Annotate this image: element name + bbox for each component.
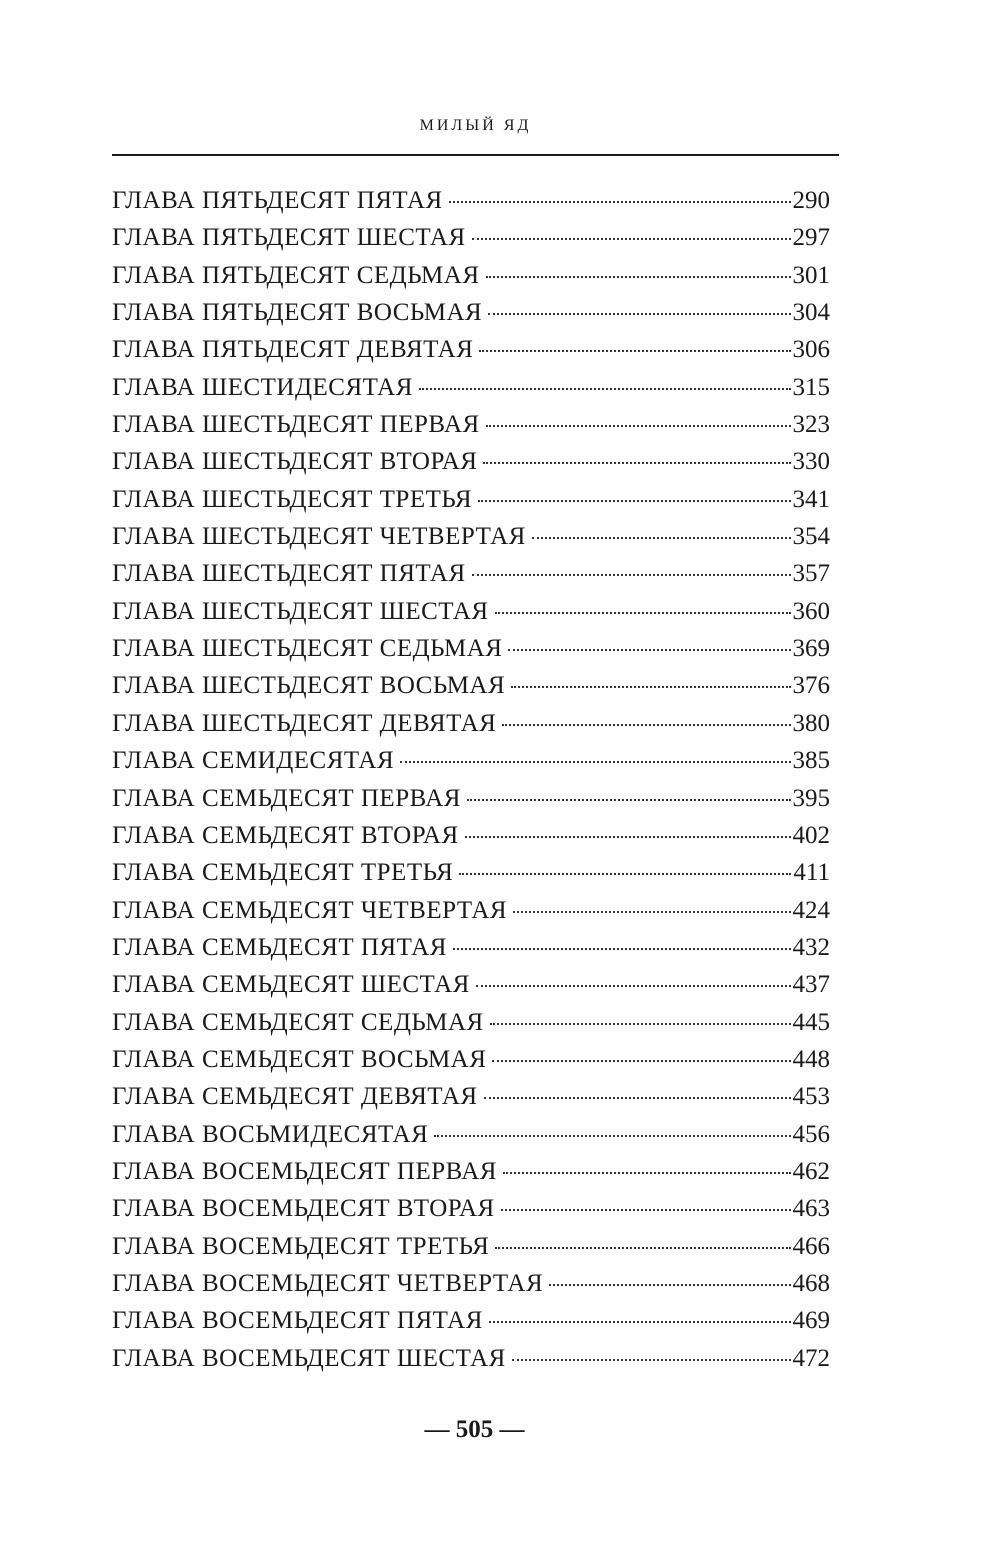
toc-entry-title: ГЛАВА ВОСЬМИДЕСЯТАЯ [112, 1120, 429, 1148]
dot-leader [492, 1060, 790, 1062]
toc-entry-page: 304 [792, 299, 830, 327]
dot-leader [479, 350, 790, 352]
toc-entry[interactable] [112, 667, 830, 704]
toc-entry-page: 424 [792, 896, 830, 924]
toc-entry-title: ГЛАВА ВОСЕМЬДЕСЯТ ТРЕТЬЯ [112, 1232, 490, 1260]
toc-entry[interactable] [112, 1153, 830, 1190]
toc-entry[interactable] [112, 1041, 830, 1078]
dot-leader [478, 500, 790, 502]
dot-leader [495, 612, 791, 614]
toc-entry-title: ГЛАВА ВОСЕМЬДЕСЯТ ШЕСТАЯ [112, 1344, 506, 1372]
dot-leader [508, 649, 790, 651]
toc-entry-title: ГЛАВА ВОСЕМЬДЕСЯТ ВТОРАЯ [112, 1195, 495, 1223]
dot-leader [512, 1359, 791, 1361]
toc-entry[interactable] [112, 182, 830, 219]
toc-entry-page: 290 [792, 187, 830, 214]
dot-leader [486, 276, 791, 278]
toc-entry-title: ГЛАВА ПЯТЬДЕСЯТ ДЕВЯТАЯ [112, 336, 474, 364]
toc-entry[interactable] [112, 1340, 830, 1377]
toc-entry[interactable] [112, 1004, 830, 1041]
dot-leader [484, 1097, 791, 1099]
toc-entry-page: 466 [792, 1232, 830, 1260]
toc-entry[interactable] [112, 555, 830, 592]
dot-leader [495, 1247, 790, 1249]
dot-leader [513, 911, 790, 913]
toc-entry[interactable] [112, 294, 830, 331]
dot-leader [459, 873, 791, 875]
toc-entry-title: ГЛАВА СЕМЬДЕСЯТ ВОСЬМАЯ [112, 1045, 487, 1073]
dot-leader [419, 388, 791, 390]
toc-entry-title: ГЛАВА ШЕСТЬДЕСЯТ ЧЕТВЕРТАЯ [112, 523, 526, 551]
toc-entry-page: 360 [792, 597, 830, 625]
toc-entry-page: 385 [792, 747, 830, 775]
toc-entry-title: ГЛАВА ПЯТЬДЕСЯТ СЕДЬМАЯ [112, 261, 480, 289]
toc-entry[interactable] [112, 1078, 830, 1115]
toc-entry[interactable] [112, 443, 830, 480]
toc-entry-title: ГЛАВА СЕМЬДЕСЯТ ДЕВЯТАЯ [112, 1083, 478, 1111]
toc-entry-page: 323 [792, 411, 830, 439]
toc-entry-page: 341 [792, 485, 830, 513]
toc-entry[interactable] [112, 518, 830, 555]
toc-entry[interactable] [112, 1265, 830, 1302]
dot-leader [488, 313, 790, 315]
toc-entry-title: ГЛАВА СЕМЬДЕСЯТ ПЕРВАЯ [112, 784, 461, 812]
toc-entry-page: 468 [792, 1269, 830, 1297]
toc-entry-page: 445 [792, 1008, 830, 1036]
toc-entry-title: ГЛАВА СЕМЬДЕСЯТ ВТОРАЯ [112, 821, 459, 849]
toc-entry-page: 448 [792, 1045, 830, 1073]
toc-entry-page: 402 [792, 821, 830, 849]
toc-entry-title: ГЛАВА ШЕСТЬДЕСЯТ ПЕРВАЯ [112, 411, 480, 439]
dot-leader [472, 238, 791, 240]
toc-entry[interactable] [112, 593, 830, 630]
dot-leader [483, 462, 790, 464]
toc-entry-title: ГЛАВА СЕМЬДЕСЯТ СЕДЬМАЯ [112, 1008, 484, 1036]
dot-leader [486, 425, 791, 427]
toc-entry-page: 469 [792, 1307, 830, 1335]
running-head: МИЛЫЙ ЯД [419, 117, 532, 134]
toc-entry-title: ГЛАВА ВОСЕМЬДЕСЯТ ПЯТАЯ [112, 1307, 483, 1335]
toc-entry[interactable] [112, 780, 830, 817]
dot-leader [503, 1172, 791, 1174]
toc-entry[interactable] [112, 817, 830, 854]
dot-leader [502, 724, 790, 726]
toc-entry-page: 395 [792, 784, 830, 812]
toc-entry-title: ГЛАВА СЕМЬДЕСЯТ ПЯТАЯ [112, 933, 447, 961]
toc-entry-title: ГЛАВА ШЕСТЬДЕСЯТ ВТОРАЯ [112, 448, 478, 476]
toc-entry-page: 437 [792, 971, 830, 999]
toc-entry-title: ГЛАВА СЕМЬДЕСЯТ ШЕСТАЯ [112, 971, 470, 999]
toc-entry-page: 354 [792, 523, 830, 551]
toc-entry-page: 376 [792, 672, 830, 700]
toc-entry-page: 315 [792, 373, 830, 401]
toc-entry[interactable] [112, 966, 830, 1003]
dot-leader [532, 537, 791, 539]
toc-entry-title: ГЛАВА ШЕСТЬДЕСЯТ СЕДЬМАЯ [112, 635, 503, 663]
dot-leader [434, 1135, 790, 1137]
toc-entry-page: 380 [792, 709, 830, 737]
dot-leader [549, 1284, 790, 1286]
toc-entry[interactable] [112, 1302, 830, 1339]
dot-leader [476, 985, 791, 987]
toc-entry[interactable] [112, 1190, 830, 1227]
toc-entry-title: ГЛАВА ПЯТЬДЕСЯТ ШЕСТАЯ [112, 224, 466, 252]
toc-entry[interactable] [112, 369, 830, 406]
dot-leader [511, 686, 790, 688]
dot-leader [467, 799, 791, 801]
toc-entry-page: 411 [793, 859, 830, 887]
toc-entry-page: 463 [792, 1195, 830, 1223]
header-rule [112, 154, 839, 156]
toc-entry[interactable] [112, 630, 830, 667]
toc-entry-title: ГЛАВА ШЕСТЬДЕСЯТ ТРЕТЬЯ [112, 485, 473, 513]
dot-leader [490, 1023, 791, 1025]
toc-entry[interactable] [112, 1116, 830, 1153]
toc-entry[interactable] [112, 1228, 830, 1265]
toc-entry-page: 456 [792, 1120, 830, 1148]
toc-entry-page: 301 [792, 261, 830, 289]
toc-entry-page: 297 [792, 224, 830, 252]
toc-entry[interactable] [112, 257, 830, 294]
toc-entry-title: ГЛАВА ПЯТЬДЕСЯТ ПЯТАЯ [112, 187, 443, 214]
toc-entry-page: 330 [792, 448, 830, 476]
toc-entry-title: ГЛАВА СЕМЬДЕСЯТ ТРЕТЬЯ [112, 859, 454, 887]
toc-entry[interactable] [112, 331, 830, 368]
dot-leader [465, 836, 791, 838]
dot-leader [453, 948, 791, 950]
dot-leader [501, 1209, 791, 1211]
toc-entry-page: 369 [792, 635, 830, 663]
toc-entry-page: 432 [792, 933, 830, 961]
page-number: — 505 — [424, 1416, 525, 1443]
toc-entry[interactable] [112, 481, 830, 518]
toc-entry[interactable] [112, 219, 830, 256]
toc-entry-title: ГЛАВА ШЕСТЬДЕСЯТ ШЕСТАЯ [112, 597, 489, 625]
dot-leader [489, 1321, 791, 1323]
toc-entry-page: 357 [792, 560, 830, 588]
toc-entry-page: 306 [792, 336, 830, 364]
toc-entry-title: ГЛАВА ШЕСТИДЕСЯТАЯ [112, 373, 413, 401]
toc-entry[interactable] [112, 705, 830, 742]
toc-entry-title: ГЛАВА ВОСЕМЬДЕСЯТ ЧЕТВЕРТАЯ [112, 1269, 544, 1297]
toc-entry-title: ГЛАВА ВОСЕМЬДЕСЯТ ПЕРВАЯ [112, 1157, 497, 1185]
toc-entry-page: 472 [792, 1344, 830, 1372]
toc-entry[interactable] [112, 929, 830, 966]
toc-entry[interactable] [112, 742, 830, 779]
table-of-contents [112, 182, 830, 1377]
toc-entry-title: ГЛАВА ШЕСТЬДЕСЯТ ВОСЬМАЯ [112, 672, 506, 700]
dot-leader [400, 761, 790, 763]
dot-leader [449, 201, 791, 203]
toc-entry-title: ГЛАВА ПЯТЬДЕСЯТ ВОСЬМАЯ [112, 299, 483, 327]
toc-entry-title: ГЛАВА ШЕСТЬДЕСЯТ ПЯТАЯ [112, 560, 466, 588]
toc-entry[interactable] [112, 854, 830, 891]
toc-entry-title: ГЛАВА ШЕСТЬДЕСЯТ ДЕВЯТАЯ [112, 709, 497, 737]
toc-entry-page: 462 [792, 1157, 830, 1185]
toc-entry-page: 453 [792, 1083, 830, 1111]
toc-entry[interactable] [112, 406, 830, 443]
dot-leader [472, 574, 791, 576]
toc-entry[interactable] [112, 892, 830, 929]
toc-entry-title: ГЛАВА СЕМИДЕСЯТАЯ [112, 747, 395, 775]
toc-entry-title: ГЛАВА СЕМЬДЕСЯТ ЧЕТВЕРТАЯ [112, 896, 508, 924]
